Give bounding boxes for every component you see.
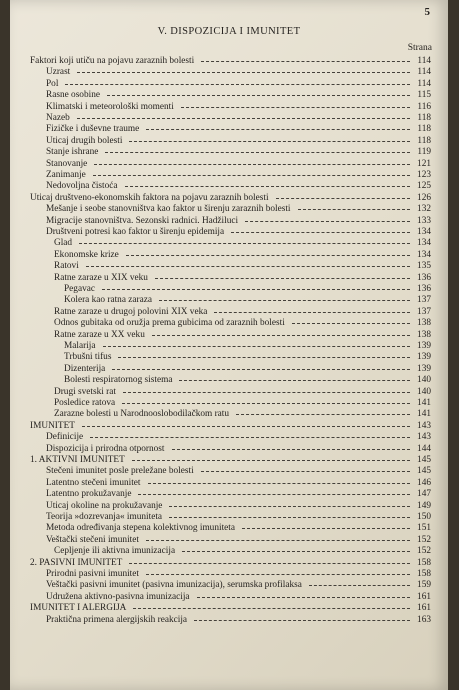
toc-entry-title: Veštački stečeni imunitet: [46, 534, 139, 545]
toc-leader-dashes: [138, 494, 410, 495]
toc-entry: [10, 227, 448, 238]
toc-entry-page: 123: [417, 170, 431, 180]
toc-entry: [10, 421, 448, 432]
toc-entry: [10, 204, 448, 215]
toc-entry: [10, 67, 448, 78]
page-number: 5: [424, 6, 430, 18]
toc-leader-dashes: [146, 574, 410, 575]
toc-entry-title: Zarazne bolesti u Narodnooslobodilačkom ratu: [54, 409, 230, 420]
toc-entry: [10, 523, 448, 534]
toc-entry: [10, 56, 448, 67]
toc-entry: [10, 375, 448, 386]
toc-entry-page: 143: [417, 432, 431, 443]
toc-entry-title: Udruženа aktivno-pasivna imunizacija: [46, 591, 190, 602]
toc-entry-title: Ratne zaraze u drugoj polovini XIX veka: [54, 306, 208, 317]
toc-entry-page: 114: [417, 78, 431, 89]
toc-entry: [10, 238, 448, 249]
toc-entry-page: 116: [417, 101, 431, 112]
toc-entry-title: Trbušni tifus: [64, 352, 112, 363]
toc-leader-dashes: [129, 563, 410, 564]
toc-entry-page: 138: [417, 329, 431, 340]
toc-entry: [10, 478, 448, 489]
toc-entry-page: 146: [417, 477, 431, 488]
toc-entry-title: Ratne zaraze u XX veku: [54, 329, 145, 340]
toc-leader-dashes: [107, 95, 410, 96]
toc-entry-title: Cepljenje ili aktivna imunizacija: [54, 546, 176, 557]
toc-entry-title: Prirodni pasivni imunitet: [46, 569, 139, 579]
toc-entry-page: 150: [417, 512, 431, 522]
toc-entry: [10, 364, 448, 375]
toc-leader-dashes: [94, 164, 410, 165]
toc-leader-dashes: [126, 255, 410, 256]
toc-leader-dashes: [201, 471, 410, 472]
toc-entry-page: 145: [417, 455, 431, 465]
toc-entry: [10, 341, 448, 352]
toc-leader-dashes: [146, 540, 410, 541]
toc-leader-dashes: [169, 517, 410, 518]
toc-leader-dashes: [112, 369, 410, 370]
toc-entry-page: 136: [417, 272, 431, 283]
toc-entry-title: Ekonomske krize: [54, 249, 119, 260]
toc-leader-dashes: [86, 266, 410, 267]
toc-leader-dashes: [169, 506, 410, 507]
toc-entry-title: Definicije: [46, 432, 84, 443]
toc-leader-dashes: [242, 528, 410, 529]
toc-entry-page: 139: [417, 341, 431, 351]
toc-leader-dashes: [194, 620, 410, 621]
toc-entry-title: Posledice ratova: [54, 398, 116, 408]
toc-leader-dashes: [292, 323, 410, 324]
toc-leader-dashes: [182, 551, 410, 552]
toc-leader-dashes: [102, 289, 410, 290]
toc-entry-title: Praktična primena alergijskih reakcija: [46, 614, 188, 625]
toc-leader-dashes: [231, 232, 410, 233]
toc-entry-title: Teorija »dozrevanja« imuniteta: [46, 512, 163, 522]
toc-leader-dashes: [65, 84, 410, 85]
toc-entry-title: Ratne zaraze u XIX veku: [54, 272, 148, 283]
toc-entry-title: Zanimanje: [46, 170, 86, 180]
toc-entry: [10, 273, 448, 284]
toc-entry: [10, 102, 448, 113]
toc-entry-page: 115: [417, 90, 431, 101]
toc-leader-dashes: [214, 312, 410, 313]
toc-entry: [10, 79, 448, 90]
toc-entry: [10, 295, 448, 306]
toc-entry-page: 139: [417, 363, 431, 374]
toc-entry: [10, 398, 448, 409]
toc-entry-page: 119: [417, 147, 431, 158]
toc-entry: [10, 307, 448, 318]
toc-entry-page: 118: [417, 113, 431, 123]
toc-entry-page: 137: [417, 306, 431, 317]
toc-entry-page: 151: [417, 523, 431, 534]
toc-entry: [10, 558, 448, 569]
toc-entry: [10, 501, 448, 512]
toc-entry-title: Veštački pasivni imunitet (pasivna imunizacija), serumska profilaksa: [46, 580, 302, 591]
toc-entry-title: Latentno stečeni imunitet: [46, 477, 141, 488]
toc-leader-dashes: [77, 118, 410, 119]
toc-entry: [10, 124, 448, 135]
toc-entry-title: Klimatski i meteorološki momenti: [46, 101, 174, 112]
chapter-heading: V. DISPOZICIJA I IMUNITET: [157, 26, 301, 37]
toc-entry: [10, 387, 448, 398]
toc-entry-title: Odnos gubitaka od oružja prema gubicima od zaraznih bolesti: [54, 318, 285, 329]
toc-entry-title: Fizičke i duševne traume: [46, 124, 140, 135]
toc-entry: [10, 546, 448, 557]
toc-entry-page: 134: [417, 249, 431, 260]
toc-entry: [10, 113, 448, 124]
toc-leader-dashes: [159, 300, 410, 301]
toc-entry: [10, 318, 448, 329]
toc-entry-page: 125: [417, 181, 431, 192]
toc-entry-title: Društveni potresi kao faktor u širenju epidemija: [46, 227, 225, 237]
toc-leader-dashes: [245, 221, 410, 222]
toc-leader-dashes: [79, 243, 410, 244]
toc-entry: [10, 284, 448, 295]
toc-leader-dashes: [105, 152, 410, 153]
toc-leader-dashes: [123, 392, 410, 393]
toc-leader-dashes: [148, 483, 411, 484]
toc-entry: [10, 535, 448, 546]
toc-entry-title: Rasne osobine: [46, 90, 100, 101]
toc-entry: [10, 592, 448, 603]
toc-entry-title: Faktori koji utiču na pojavu zaraznih bolesti: [30, 56, 195, 66]
toc-entry: [10, 444, 448, 455]
toc-entry: [10, 136, 448, 147]
toc-entry-page: 136: [417, 284, 431, 294]
toc-entry-page: 149: [417, 500, 431, 511]
toc-entry: [10, 330, 448, 341]
toc-entry-page: 140: [417, 375, 431, 386]
toc-entry: [10, 352, 448, 363]
toc-entry-page: 137: [417, 295, 431, 306]
toc-entry-page: 114: [417, 56, 431, 66]
toc-entry: [10, 466, 448, 477]
toc-entry: [10, 512, 448, 523]
toc-entry-page: 134: [417, 238, 431, 249]
toc-entry-title: Mešanje i seobe stanovništva kao faktor u širenju zaraznih bolesti: [46, 204, 291, 215]
toc-entry-title: Stečeni imunitet posle preležane bolesti: [46, 466, 194, 477]
toc-entry-title: Drugi svetski rat: [54, 386, 116, 397]
toc-entry-title: Pol: [46, 78, 59, 89]
toc-leader-dashes: [276, 198, 410, 199]
toc-leader-dashes: [309, 585, 410, 586]
toc-entry-page: 163: [417, 614, 431, 625]
book-page: [10, 0, 448, 690]
toc-entry-page: 139: [417, 352, 431, 363]
toc-entry-title: Metoda određivanja stepena kolektivnog imuniteta: [46, 523, 235, 534]
toc-entry-page: 134: [417, 227, 431, 237]
toc-entry-title: Nazeb: [46, 113, 70, 123]
toc-entry-title: Uticaj društveno-ekonomskih faktora na pojavu zaraznih bolesti: [30, 192, 269, 203]
toc-entry: [10, 569, 448, 580]
toc-entry-title: Bolesti respiratornog sistema: [64, 375, 173, 386]
toc-entry-title: Uticaj okoline na prokužavanje: [46, 500, 163, 511]
toc-leader-dashes: [298, 209, 411, 210]
toc-leader-dashes: [82, 426, 410, 427]
toc-entry-page: 126: [417, 192, 431, 203]
toc-entry-title: IMUNITET I ALERGIJA: [30, 603, 127, 614]
toc-entry-title: Malarija: [64, 341, 96, 351]
toc-entry-page: 143: [417, 420, 431, 431]
toc-entry-title: Glad: [54, 238, 73, 249]
toc-entry-page: 141: [417, 398, 431, 408]
toc-leader-dashes: [197, 597, 410, 598]
toc-leader-dashes: [77, 72, 410, 73]
toc-entry-title: Dispozicija i prirodna otpornost: [46, 443, 165, 454]
toc-entry-title: Uticaj drugih bolesti: [46, 135, 123, 146]
toc-entry-title: Pegavac: [64, 284, 95, 294]
toc-entry-title: 1. AKTIVNI IMUNITET: [30, 455, 125, 465]
toc-entry-page: 145: [417, 466, 431, 477]
toc-entry-title: Nedovoljna čistoća: [46, 181, 118, 192]
toc-entry-page: 138: [417, 318, 431, 329]
toc-entry-page: 135: [417, 261, 431, 272]
toc-entry: [10, 489, 448, 500]
toc-entry-page: 118: [417, 124, 431, 135]
toc-entry-page: 121: [417, 158, 431, 169]
toc-entry-title: Stanovanje: [46, 158, 88, 169]
toc-entry-page: 158: [417, 569, 431, 579]
toc-entry: [10, 580, 448, 591]
toc-entry: [10, 170, 448, 181]
toc-leader-dashes: [118, 357, 410, 358]
toc-leader-dashes: [201, 61, 410, 62]
toc-entry-title: IMUNITET: [30, 420, 75, 431]
toc-entry-page: 133: [417, 215, 431, 226]
toc-leader-dashes: [146, 129, 410, 130]
toc-leader-dashes: [152, 335, 410, 336]
toc-entry-page: 147: [417, 489, 431, 500]
toc-leader-dashes: [236, 414, 410, 415]
toc-entry-title: Ratovi: [54, 261, 79, 272]
toc-entry-page: 158: [417, 557, 431, 568]
toc-entry-page: 161: [417, 591, 431, 602]
toc-entry-title: Latentno prokužavanje: [46, 489, 132, 500]
toc-entry-page: 118: [417, 135, 431, 146]
toc-entry: [10, 181, 448, 192]
toc-entry-page: 132: [417, 204, 431, 215]
toc-entry-page: 140: [417, 386, 431, 397]
toc-entry: [10, 455, 448, 466]
toc-leader-dashes: [133, 608, 410, 609]
toc-entry: [10, 159, 448, 170]
toc-entry: [10, 409, 448, 420]
toc-leader-dashes: [103, 346, 411, 347]
toc-leader-dashes: [179, 380, 410, 381]
toc-entry-page: 152: [417, 546, 431, 557]
toc-leader-dashes: [172, 449, 410, 450]
toc-entry: [10, 603, 448, 614]
toc-leader-dashes: [132, 460, 410, 461]
toc-entry-title: 2. PASIVNI IMUNITET: [30, 557, 123, 568]
toc-entry-page: 159: [417, 580, 431, 591]
toc-entry: [10, 90, 448, 101]
toc-leader-dashes: [155, 278, 410, 279]
toc-entry-page: 161: [417, 603, 431, 614]
page-column-label: Strana: [407, 43, 432, 53]
toc-entry: [10, 261, 448, 272]
toc-entry: [10, 147, 448, 158]
toc-entry: [10, 250, 448, 261]
toc-entry: [10, 193, 448, 204]
toc-entry-page: 144: [417, 443, 431, 454]
toc-entry: [10, 615, 448, 626]
toc-entry-page: 141: [417, 409, 431, 420]
toc-entry-title: Migracije stanovništva. Sezonski radnici. Hadžiluci: [46, 215, 239, 226]
toc-entry-title: Stanje ishrane: [46, 147, 99, 158]
toc-leader-dashes: [122, 403, 410, 404]
toc-leader-dashes: [90, 437, 410, 438]
toc-entry: [10, 216, 448, 227]
toc-entry-title: Dizenterija: [64, 363, 106, 374]
toc-entry: [10, 432, 448, 443]
toc-leader-dashes: [125, 186, 410, 187]
toc-entry-title: Uzrast: [46, 67, 71, 78]
toc-leader-dashes: [181, 107, 410, 108]
toc-entry-title: Kolera kao ratna zaraza: [64, 295, 152, 306]
toc-leader-dashes: [129, 141, 410, 142]
toc-leader-dashes: [93, 175, 410, 176]
toc-entry-page: 114: [417, 67, 431, 78]
toc-entry-page: 152: [417, 534, 431, 545]
